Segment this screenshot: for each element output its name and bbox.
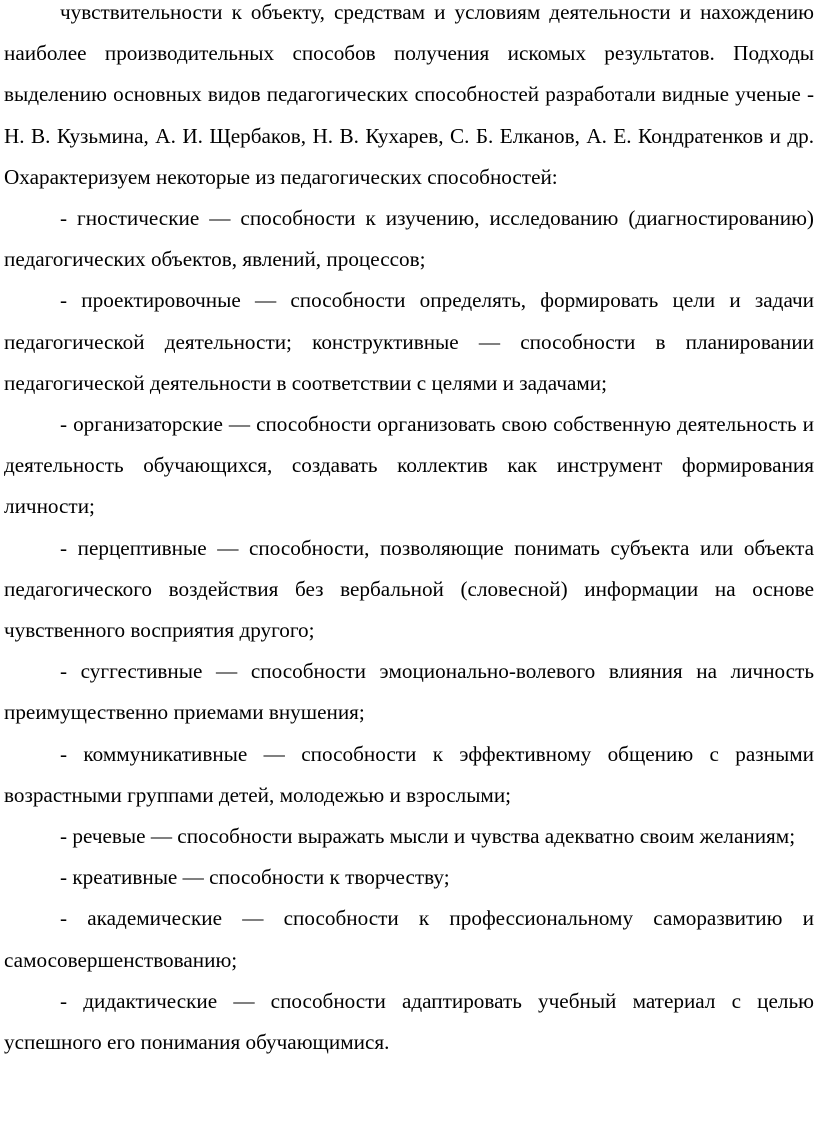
paragraph-organizational: - организаторские — способности организовать свою собственную деятельность и деятельность обучающихся, создавать коллектив как инструмент формирования личности; <box>4 412 814 519</box>
paragraph-projective: - проектировочные — способности определять, формировать цели и задачи педагогической деятельности; конструктивные — способности в планировании педагогической деятельности в соответствии с целями и задачами; <box>4 288 814 395</box>
paragraph-speech: - речевые — способности выражать мысли и чувства адекватно своим желаниям; <box>60 824 796 849</box>
paragraph-academic: - академические — способности к профессиональному саморазвитию и самосовершенствованию; <box>4 906 814 972</box>
paragraph-perceptive: - перцептивные — способности, позволяющие понимать субъекта или объекта педагогического воздействия без вербальной (словесной) информации на основе чувственного восприятия другого; <box>4 535 814 643</box>
paragraph-suggestive: - суггестивные — способности эмоционально-волевого влияния на личность преимущественно приемами внушения; <box>4 659 814 725</box>
paragraph-intro: чувствительности к объекту, средствам и условиям деятельности и нахождению наиболее производительных способов получения искомых результатов. Подходы выделению основных видов педагогических способностей разработали видные ученые - Н. В. Кузьмина, А. И. Щербаков, Н. В. Кухарев, С. Б. Елканов, А. Е. Кондратенков и др. Охарактеризуем некоторые из педагогических способностей: <box>4 0 814 189</box>
paragraph-creative: - креативные — способности к творчеству; <box>60 865 450 890</box>
paragraph-gnostic: - гностические — способности к изучению, исследованию (диагностированию) педагогических объектов, явлений, процессов; <box>4 206 814 272</box>
paragraph-communicative: - коммуникативные — способности к эффективному общению с разными возрастными группами детей, молодежью и взрослыми; <box>4 741 814 807</box>
paragraph-didactic: - дидактические — способности адаптировать учебный материал с целью успешного его понимания обучающимися. <box>4 988 814 1055</box>
